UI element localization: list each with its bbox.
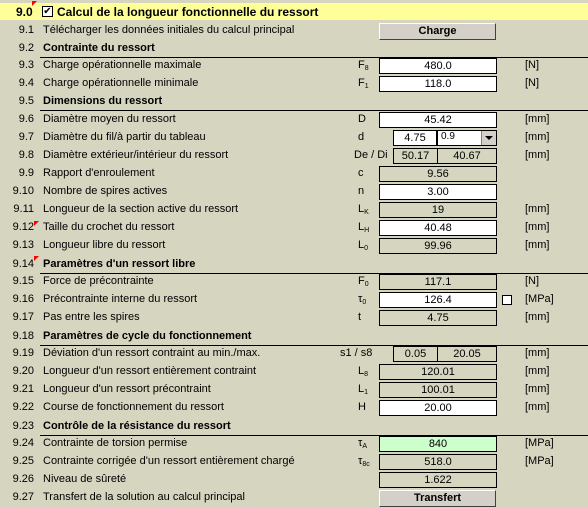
row-label: Charge opérationnelle minimale (43, 77, 199, 89)
row-label: Contrainte de torsion permise (43, 437, 188, 449)
dropdown-value: 0.9 (441, 131, 455, 142)
section-header (0, 3, 588, 20)
symbol-sub: 1 (364, 389, 369, 396)
row-number: 9.11 (13, 203, 34, 215)
row-label: Niveau de sûreté (43, 473, 127, 485)
symbol-main: L (358, 221, 365, 233)
row-min-load (0, 75, 588, 93)
row-label: Longueur d'un ressort précontraint (43, 383, 211, 395)
symbol-main: L (358, 383, 365, 395)
row-label: Nombre de spires actives (43, 185, 168, 197)
row-symbol (358, 275, 369, 288)
row-label: Course de fonctionnement du ressort (43, 401, 224, 413)
symbol-sub: 8 (364, 65, 369, 72)
row-active-length (0, 201, 588, 219)
row-symbol (358, 77, 369, 90)
row-unit: [MPa] (525, 293, 554, 305)
header-title: Calcul de la longueur fonctionnelle du ressort (57, 5, 319, 19)
row-symbol (358, 365, 368, 378)
symbol-main: F (358, 59, 365, 71)
row-symbol: s1 / s8 (340, 347, 373, 359)
row-number: 9.22 (12, 401, 34, 413)
min-deflection-value: 0.05 (393, 346, 438, 362)
symbol-main: L (358, 203, 365, 215)
symbol-main: F (358, 275, 365, 287)
charge-button[interactable]: Charge (379, 23, 496, 40)
row-label: Déviation d'un ressort contraint au min./max. (43, 347, 261, 359)
fully-loaded-length-value: 120.01 (379, 364, 497, 380)
row-transfer (0, 489, 588, 507)
internal-prestress-input[interactable]: 126.4 (379, 292, 497, 308)
row-number: 9.7 (18, 131, 34, 143)
row-symbol: H (358, 401, 366, 413)
row-number: 9.23 (12, 420, 34, 432)
symbol-main: τ (358, 437, 363, 449)
row-unit: [mm] (525, 131, 550, 143)
row-number: 9.17 (12, 311, 34, 323)
row-symbol (358, 59, 369, 72)
row-hook-size (0, 219, 588, 237)
row-number: 9.1 (18, 24, 34, 36)
inner-diameter-value: 40.67 (437, 148, 497, 164)
row-label: Contrainte corrigée d'un ressort entièrement chargé (43, 455, 295, 467)
row-symbol: t (358, 311, 362, 323)
row-symbol (358, 221, 369, 234)
symbol-main: L (358, 365, 365, 377)
header-checkbox[interactable]: ✔ (43, 6, 52, 17)
row-unit: [mm] (525, 347, 550, 359)
row-label: Télécharger les données initiales du calcul principal (43, 24, 295, 36)
row-active-coils (0, 183, 588, 201)
chevron-down-icon[interactable] (481, 131, 496, 145)
row-number: 9.25 (12, 455, 34, 467)
row-free-length (0, 237, 588, 255)
symbol-main: F (358, 77, 365, 89)
section-title: Paramètres d'un ressort libre (43, 258, 196, 270)
section-title: Paramètres de cycle du fonctionnement (43, 330, 252, 342)
row-download (0, 22, 588, 40)
section-cycle (0, 328, 588, 346)
row-unit: [N] (525, 275, 540, 287)
row-unit: [MPa] (525, 437, 554, 449)
row-label: Diamètre extérieur/intérieur du ressort (43, 149, 229, 161)
row-unit: [mm] (525, 221, 550, 233)
row-unit: [mm] (525, 203, 550, 215)
active-coils-input[interactable]: 3.00 (379, 184, 497, 200)
symbol-sub: 0 (364, 281, 369, 288)
row-symbol: d (358, 131, 365, 143)
row-number: 9.10 (12, 185, 34, 197)
row-number: 9.24 (12, 437, 34, 449)
row-wire-diameter (0, 129, 588, 147)
symbol-main: τ (358, 293, 363, 305)
allowed-torsion-input[interactable]: 840 (379, 436, 497, 452)
row-unit: [mm] (525, 311, 550, 323)
row-label: Rapport d'enroulement (43, 167, 155, 179)
row-symbol (358, 293, 366, 306)
symbol-sub: 1 (364, 83, 369, 90)
spring-index-value: 9.56 (379, 166, 497, 182)
section-constraints (0, 40, 588, 58)
symbol-sub: 8 (364, 371, 369, 378)
row-safety-factor (0, 471, 588, 489)
row-number: 9.9 (18, 167, 34, 179)
row-internal-prestress (0, 291, 588, 309)
row-deflection (0, 345, 588, 363)
row-symbol (358, 239, 368, 252)
row-fully-loaded-length (0, 363, 588, 381)
row-symbol: De / Di (354, 149, 388, 161)
row-number: 9.21 (12, 383, 34, 395)
row-label: Force de précontrainte (43, 275, 154, 287)
row-number: 9.27 (12, 491, 34, 503)
corrected-stress-value: 518.0 (379, 454, 497, 470)
row-label: Longueur d'un ressort entièrement contraint (43, 365, 257, 377)
row-label: Longueur de la section active du ressort (43, 203, 239, 215)
row-number: 9.16 (12, 293, 34, 305)
row-label: Précontrainte interne du ressort (43, 293, 198, 305)
symbol-sub: 8c (362, 461, 370, 468)
symbol-sub: K (364, 209, 369, 216)
row-max-load (0, 57, 588, 75)
row-symbol: c (358, 167, 364, 179)
row-unit: [mm] (525, 239, 550, 251)
outer-diameter-value: 50.17 (393, 148, 438, 164)
row-symbol (358, 203, 369, 216)
row-label: Taille du crochet du ressort (43, 221, 175, 233)
row-symbol: n (358, 185, 365, 197)
row-unit: [mm] (525, 113, 550, 125)
row-number: 9.5 (18, 95, 34, 107)
symbol-sub: A (362, 443, 368, 450)
symbol-main: τ (358, 455, 363, 467)
row-number: 9.3 (18, 59, 34, 71)
symbol-sub: 0 (362, 299, 367, 306)
working-stroke-input[interactable]: 20.00 (379, 400, 497, 416)
row-number: 9.12 (12, 221, 34, 233)
row-outer-inner-diameter (0, 147, 588, 165)
mean-diameter-input[interactable]: 45.42 (379, 112, 497, 128)
row-number: 9.8 (18, 149, 34, 161)
row-unit: [mm] (525, 401, 550, 413)
comment-marker (34, 256, 39, 261)
comment-marker (34, 221, 39, 226)
row-preload-force (0, 273, 588, 291)
row-number: 9.26 (12, 473, 34, 485)
row-working-stroke (0, 399, 588, 417)
row-number: 9.20 (12, 365, 34, 377)
section-title: Dimensions du ressort (43, 95, 163, 107)
row-unit: [MPa] (525, 455, 554, 467)
row-corrected-stress (0, 453, 588, 471)
row-symbol (358, 455, 370, 468)
section-title: Contrôle de la résistance du ressort (43, 420, 231, 432)
header-number: 9.0 (16, 5, 33, 19)
row-unit: [mm] (525, 149, 550, 161)
row-allowed-torsion (0, 435, 588, 453)
row-label: Charge opérationnelle maximale (43, 59, 202, 71)
preloaded-length-value: 100.01 (379, 382, 497, 398)
section-dimensions (0, 93, 588, 111)
row-number: 9.6 (18, 113, 34, 125)
row-mean-diameter (0, 111, 588, 129)
row-unit: [N] (525, 77, 540, 89)
safety-factor-value: 1.622 (379, 472, 497, 488)
row-number: 9.14 (12, 258, 34, 270)
prestress-checkbox[interactable] (502, 295, 512, 305)
section-free-spring (0, 256, 588, 274)
row-number: 9.4 (18, 77, 34, 89)
row-number: 9.19 (12, 347, 34, 359)
row-label: Diamètre moyen du ressort (43, 113, 176, 125)
free-length-value: 99.96 (379, 238, 497, 254)
row-number: 9.2 (18, 42, 34, 54)
hook-size-input[interactable]: 40.48 (379, 220, 497, 236)
wire-diameter-dropdown[interactable] (437, 130, 497, 146)
row-label: Diamètre du fil/à partir du tableau (43, 131, 206, 143)
symbol-main: L (358, 239, 365, 251)
coil-pitch-value: 4.75 (379, 310, 497, 326)
max-load-input[interactable]: 480.0 (379, 58, 497, 74)
row-label: Transfert de la solution au calcul principal (43, 491, 245, 503)
row-label: Pas entre les spires (43, 311, 140, 323)
section-strength (0, 418, 588, 436)
active-length-value: 19 (379, 202, 497, 218)
preload-force-value: 117.1 (379, 274, 497, 290)
row-spring-index (0, 165, 588, 183)
row-preloaded-length (0, 381, 588, 399)
section-title: Contrainte du ressort (43, 42, 155, 54)
row-unit: [mm] (525, 383, 550, 395)
row-label: Longueur libre du ressort (43, 239, 166, 251)
row-number: 9.13 (12, 239, 34, 251)
symbol-sub: H (364, 227, 370, 234)
row-symbol: D (358, 113, 366, 125)
row-coil-pitch (0, 309, 588, 327)
row-symbol (358, 437, 367, 450)
symbol-sub: 0 (364, 245, 369, 252)
transfer-button[interactable]: Transfert (379, 490, 496, 507)
wire-diameter-input[interactable]: 4.75 (393, 130, 437, 146)
row-unit: [N] (525, 59, 540, 71)
max-deflection-value: 20.05 (437, 346, 497, 362)
row-number: 9.15 (12, 275, 34, 287)
row-unit: [mm] (525, 365, 550, 377)
row-number: 9.18 (12, 330, 34, 342)
row-symbol (358, 383, 368, 396)
min-load-input[interactable]: 118.0 (379, 76, 497, 92)
